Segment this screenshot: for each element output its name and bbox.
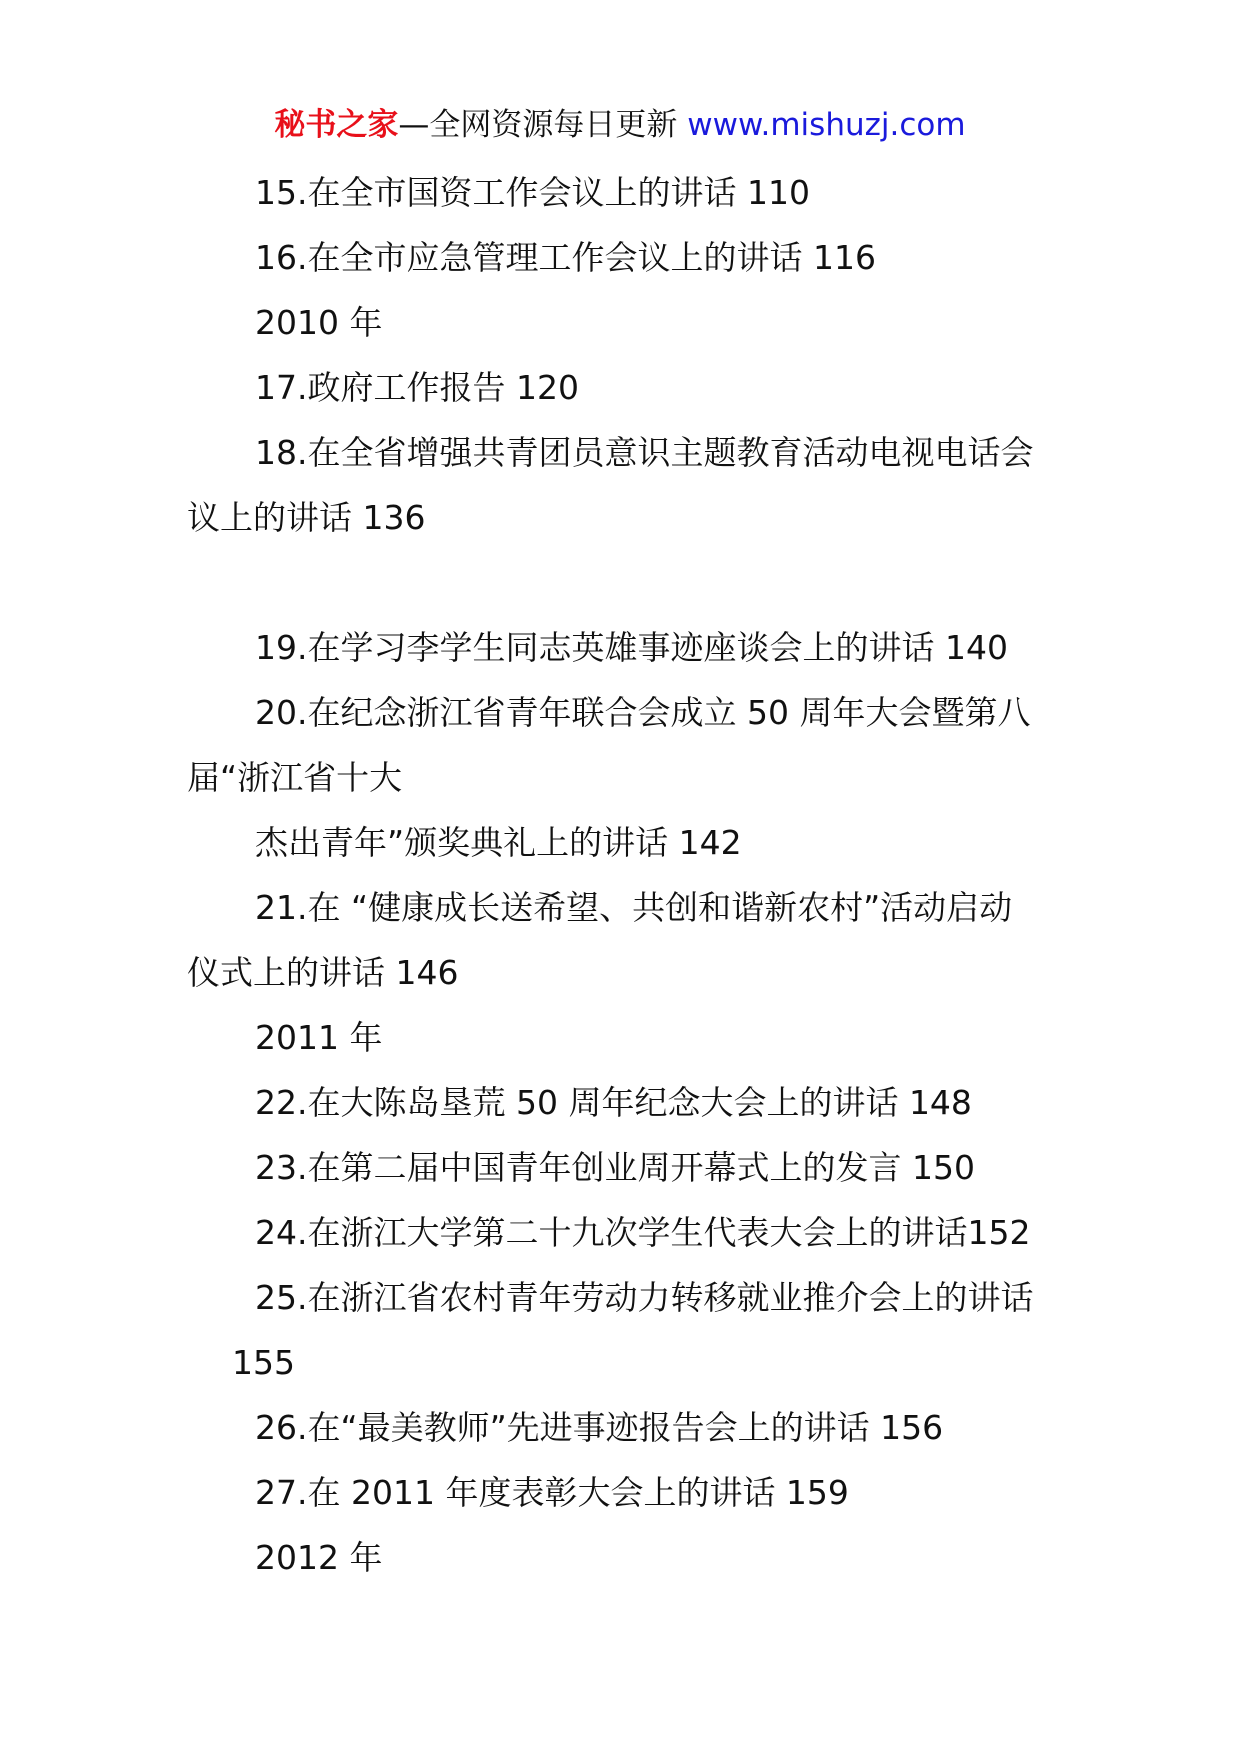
toc-entry: 27.在 2011 年度表彰大会上的讲话 159	[255, 1473, 849, 1512]
year-heading: 2010 年	[255, 303, 383, 342]
toc-entry: 15.在全市国资工作会议上的讲话 110	[255, 173, 810, 212]
toc-entry: 25.在浙江省农村青年劳动力转移就业推介会上的讲话	[255, 1278, 1034, 1317]
toc-entry-continued: 届“浙江省十大	[187, 758, 403, 797]
toc-entry-continued: 155	[232, 1343, 295, 1382]
toc-entry: 16.在全市应急管理工作会议上的讲话 116	[255, 238, 876, 277]
year-heading: 2012 年	[255, 1538, 383, 1577]
toc-entry-continued: 议上的讲话 136	[187, 498, 426, 537]
toc-entry: 24.在浙江大学第二十九次学生代表大会上的讲话152	[255, 1213, 1031, 1252]
toc-entry: 20.在纪念浙江省青年联合会成立 50 周年大会暨第八	[255, 693, 1031, 732]
blank-line	[187, 550, 1067, 615]
toc-entry: 22.在大陈岛垦荒 50 周年纪念大会上的讲话 148	[255, 1083, 972, 1122]
toc-entry-continued: 仪式上的讲话 146	[187, 953, 459, 992]
toc-entry: 19.在学习李学生同志英雄事迹座谈会上的讲话 140	[255, 628, 1008, 667]
toc-entry: 23.在第二届中国青年创业周开幕式上的发言 150	[255, 1148, 975, 1187]
toc-entry: 26.在“最美教师”先进事迹报告会上的讲话 156	[255, 1408, 944, 1447]
header-tagline: —全网资源每日更新	[398, 107, 688, 143]
brand-name: 秘书之家	[274, 107, 399, 143]
toc-entry-continued: 杰出青年”颁奖典礼上的讲话 142	[255, 823, 742, 862]
toc-entry: 17.政府工作报告 120	[255, 368, 579, 407]
page-header	[0, 100, 1240, 150]
toc-entry: 21.在 “健康成长送希望、共创和谐新农村”活动启动	[255, 888, 1013, 927]
year-heading: 2011 年	[255, 1018, 383, 1057]
toc-entry: 18.在全省增强共青团员意识主题教育活动电视电话会	[255, 433, 1034, 472]
toc-body	[187, 160, 1067, 1590]
header-url[interactable]: www.mishuzj.com	[687, 107, 966, 143]
